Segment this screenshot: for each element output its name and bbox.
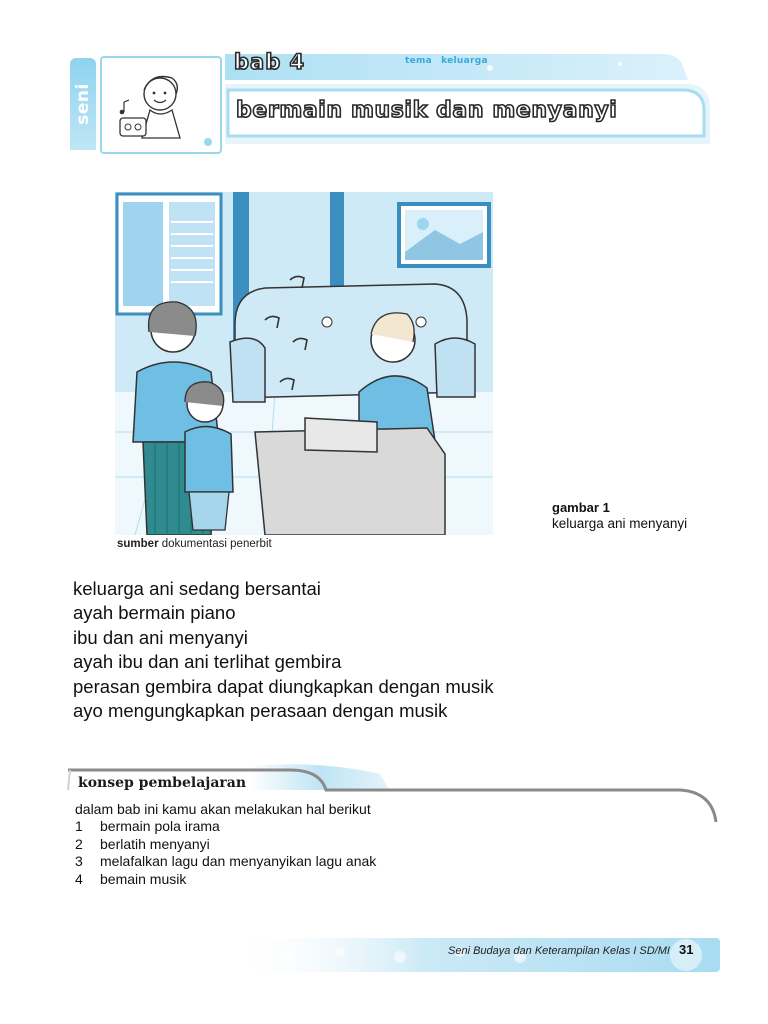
story-line: ibu dan ani menyanyi [73,626,248,648]
girl-with-radio-illustration [102,58,220,152]
story-line: keluarga ani sedang bersantai [73,578,321,599]
list-item [75,818,376,836]
music-note-icon [124,100,129,112]
list-item [75,871,376,889]
list-item-text: bemain musik [100,870,187,887]
story-line: ayo mengungkapkan perasaan dengan musik [73,700,448,722]
list-item-text: melafalkan lagu dan menyanyikan lagu anak [100,853,377,869]
story-line: ayah bermain piano [73,602,236,624]
list-item-text: bermain pola irama [100,818,220,834]
side-tab-label: seni [73,83,93,125]
list-item-text: berlatih menyanyi [100,835,210,852]
theme-label-text: tema [405,56,433,66]
theme-label [405,56,497,66]
concept-title: konsep pembelajaran [78,775,247,791]
concept-intro: dalam bab ini kamu akan melakukan hal berikut [75,801,371,817]
footer-book-title: Seni Budaya dan Keterampilan Kelas I SD/MI [448,945,670,957]
theme-value: keluarga [441,56,488,66]
family-music-illustration [115,192,493,535]
list-item [75,836,376,854]
concept-list [75,818,376,888]
list-item [75,853,376,871]
story-text [73,577,633,723]
chapter-number: bab 4 [234,50,306,74]
chapter-title: bermain musik dan menyanyi [236,98,618,123]
figure-source [117,538,272,550]
list-item-number: 3 [75,853,83,869]
figure-caption-text: keluarga ani menyanyi [552,516,688,531]
page-number: 31 [679,942,694,957]
figure-source-label: sumber [117,538,159,550]
figure-caption-title: gambar 1 [552,500,610,515]
list-item-number: 1 [75,818,83,834]
list-item-number: 2 [75,835,83,852]
story-line: ayah ibu dan ani terlihat gembira [73,651,342,673]
header-illustration [100,56,222,154]
story-line: perasan gembira dapat diungkapkan dengan musik [73,675,494,697]
figure-source-text: dokumentasi penerbit [161,538,272,550]
list-item-number: 4 [75,870,83,887]
